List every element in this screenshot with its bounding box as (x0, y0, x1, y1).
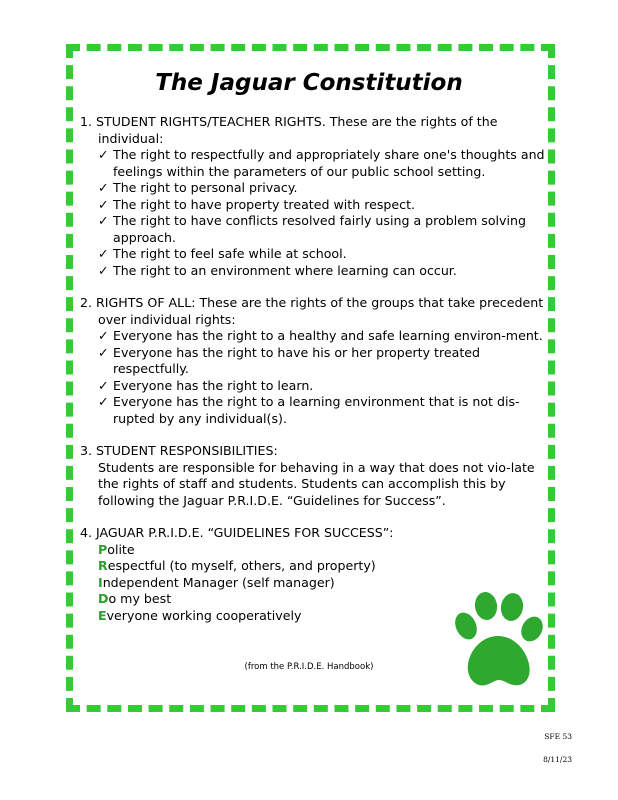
section-heading: 4. JAGUAR P.R.I.D.E. “GUIDELINES FOR SUCCESS”: (80, 525, 394, 540)
pride-word: ndependent Manager (self manager) (102, 574, 335, 590)
pride-letter: R (98, 558, 108, 573)
constitution-body (80, 114, 548, 640)
section-heading: 3. STUDENT RESPONSIBILITIES: (80, 443, 278, 458)
list-item (80, 345, 548, 378)
pride-word: o my best (108, 591, 172, 606)
item-text: The right to have property treated with respect. (113, 196, 416, 212)
section-student-responsibilities (80, 443, 548, 509)
checkmark-icon: ✓ (98, 377, 109, 393)
pride-word: espectful (to myself, others, and property) (107, 558, 376, 573)
item-text: Everyone has the right to a healthy and safe learning environ-ment. (113, 328, 543, 343)
list-item (80, 197, 548, 214)
pride-word: olite (107, 541, 135, 557)
pride-letter: I (98, 574, 103, 590)
section-heading: 1. STUDENT RIGHTS/TEACHER RIGHTS. These are the rights of the individual: (80, 114, 498, 146)
list-item (80, 213, 548, 246)
checkmark-icon: ✓ (98, 344, 109, 360)
rights-list (80, 328, 548, 427)
pride-letter: P (98, 541, 108, 557)
item-text: Everyone has the right to learn. (113, 377, 314, 393)
pride-item-respectful (80, 558, 548, 575)
item-text: The right to personal privacy. (113, 180, 298, 195)
page-title: The Jaguar Constitution (155, 70, 463, 96)
section-heading: 2. RIGHTS OF ALL: These are the rights of the groups that take precedent over individual rights: (80, 295, 544, 327)
checkmark-icon: ✓ (98, 246, 109, 261)
source-note: (from the P.R.I.D.E. Handbook) (244, 662, 374, 672)
list-item (80, 246, 548, 263)
list-item (80, 378, 548, 395)
item-text: The right to have conflicts resolved fairly using a problem solving approach. (113, 213, 526, 245)
pride-word: veryone working cooperatively (106, 607, 302, 623)
checkmark-icon: ✓ (98, 213, 109, 228)
page-number: SFE 53 (544, 732, 572, 741)
pride-item-independent (80, 575, 548, 592)
checkmark-icon: ✓ (98, 196, 109, 212)
pride-letter: E (98, 607, 107, 623)
page-date: 8/11/23 (543, 755, 572, 764)
rights-list (80, 147, 548, 279)
pride-item-polite (80, 542, 548, 559)
list-item (80, 147, 548, 180)
checkmark-icon: ✓ (98, 328, 109, 343)
item-text: Everyone has the right to have his or her property treated respectfully. (113, 344, 481, 376)
list-item (80, 263, 548, 280)
checkmark-icon: ✓ (98, 394, 109, 409)
section-student-teacher-rights (80, 114, 548, 279)
list-item (80, 180, 548, 197)
item-text: The right to feel safe while at school. (113, 246, 347, 261)
pride-letter: D (98, 591, 109, 606)
list-item (80, 328, 548, 345)
checkmark-icon: ✓ (98, 262, 109, 278)
item-text: The right to an environment where learning can occur. (113, 262, 457, 278)
checkmark-icon: ✓ (98, 147, 109, 162)
responsibilities-text: Students are responsible for behaving in a way that does not vio-late the rights of staff and students. Students can accomplish this by following the Jaguar P.R.I.D.E. “Guidelines for Success”. (98, 459, 535, 508)
item-text: The right to respectfully and appropriately share one's thoughts and feelings within the parameters of our public school setting. (113, 147, 545, 179)
item-text: Everyone has the right to a learning environment that is not dis-rupted by any individual(s). (113, 394, 520, 426)
list-item (80, 394, 548, 427)
section-rights-of-all (80, 295, 548, 427)
paw-print-icon (452, 592, 544, 692)
checkmark-icon: ✓ (98, 180, 109, 195)
